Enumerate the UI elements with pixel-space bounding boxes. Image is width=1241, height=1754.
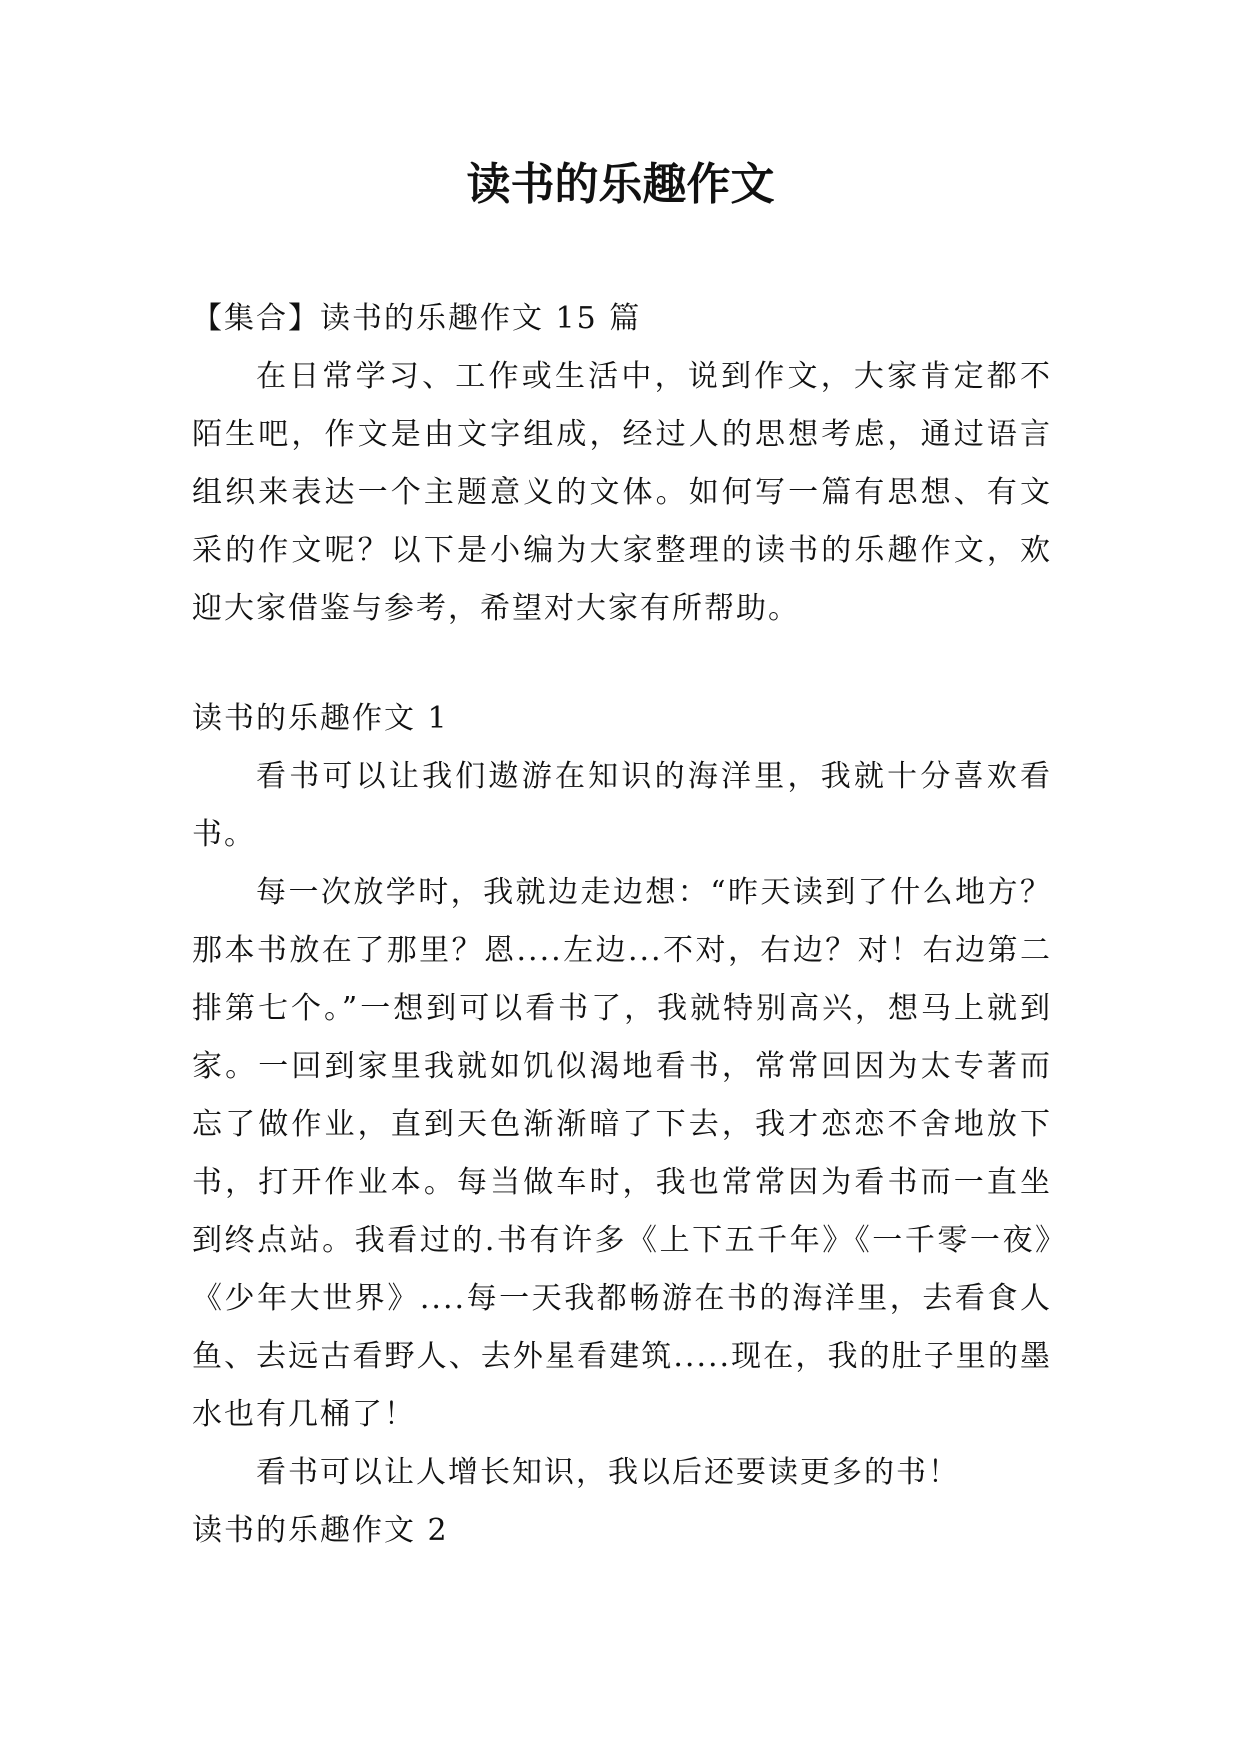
intro-paragraph: 在日常学习、工作或生活中，说到作文，大家肯定都不陌生吧，作文是由文字组成，经过人的思想考虑，通过语言组织来表达一个主题意义的文体。如何写一篇有思想、有文采的作文呢？以下是小编为大家整理的读书的乐趣作文，欢迎大家借鉴与参考，希望对大家有所帮助。 [192,359,1052,626]
document-body [192,290,1052,1560]
essay-1-paragraph-1: 看书可以让我们遨游在知识的海洋里，我就十分喜欢看书。 [192,759,1052,852]
essay-1-paragraph-3: 看书可以让人增长知识，我以后还要读更多的书！ [256,1455,960,1490]
document-title: 读书的乐趣作文 [466,159,775,210]
collection-heading: 【集合】读书的乐趣作文 15 篇 [192,301,642,336]
essay-2-heading: 读书的乐趣作文 2 [192,1513,449,1548]
essay-1-heading: 读书的乐趣作文 1 [192,701,449,736]
essay-1-paragraph-2: 每一次放学时，我就边走边想：“昨天读到了什么地方？那本书放在了那里？恩....左边...不对，右边？对！右边第二排第七个。”一想到可以看书了，我就特别高兴，想马上就到家。一回到家里我就如饥似渴地看书，常常回因为太专著而忘了做作业，直到天色渐渐暗了下去，我才恋恋不舍地放下书，打开作业本。每当做车时，我也常常因为看书而一直坐到终点站。我看过的.书有许多《上下五千年》《一千零一夜》《少年大世界》....每一天我都畅游在书的海洋里，去看食人鱼、去远古看野人、去外星看建筑.....现在，我的肚子里的墨水也有几桶了！ [192,875,1052,1432]
